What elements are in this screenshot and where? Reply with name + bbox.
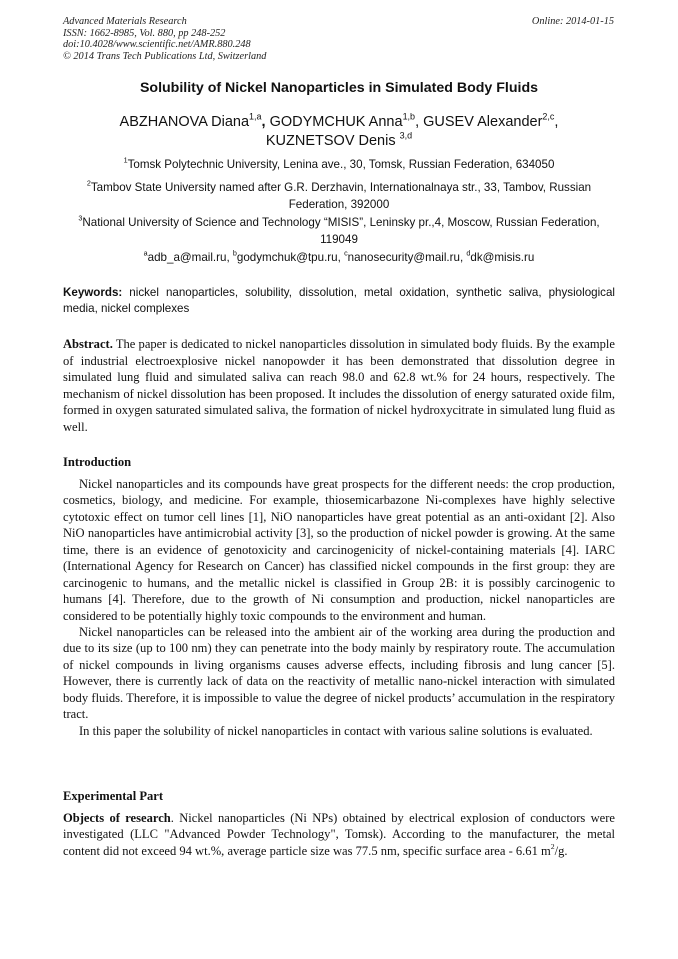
experimental-body (63, 810, 615, 859)
keywords-text: nickel nanoparticles, solubility, dissolution, metal oxidation, synthetic saliva, physiological media, nickel complexes (63, 286, 615, 315)
author: GODYMCHUK Anna$^{1,b}$, (269, 111, 424, 130)
doi-line: doi:10.4028/www.scientific.net/AMR.880.248 (63, 39, 251, 51)
email-link[interactable]: nanosecurity@mail.ru, (347, 251, 467, 264)
paragraph: Nickel nanoparticles can be released into the ambient air of the working area during the production and due to its size (up to 100 nm) they can penetrate into the body mainly by respiratory route. The accumulation of nickel compounds in living organisms causes adverse effects, including fibrosis and lung cancer [5]. However, there is currently lack of data on the reactivity of metallic nano-nickel interaction with simulated body fluids. Therefore, it is impossible to value the degree of nickel products’ accumulation in the respiratory tract. (63, 624, 615, 722)
journal-header (63, 16, 266, 62)
author: KUZNETSOV Denis $^{3,d}$ (265, 130, 413, 149)
affiliation: $^3$National University of Science and Technology “MISIS”, Leninsky pr.,4, Moscow, Russian Federation, 119049 (78, 213, 600, 246)
email-link[interactable]: dk@misis.ru (470, 251, 535, 264)
abstract (63, 336, 615, 435)
keywords-label: Keywords: (63, 286, 123, 299)
affiliation: $^1$Tomsk Polytechnic University, Lenina ave., 30, Tomsk, Russian Federation, 634050 (123, 155, 555, 171)
objects-lead: Objects of research (63, 811, 171, 825)
paragraph: Nickel nanoparticles and its compounds have great prospects for the different needs: the crop production, cosmetics, biology, and medicine. For example, thiosemicarbazone Ni-complexes have highly selective cytotoxic effect on tumor cell lines [1], NiO nanoparticles have great potential as an anti-oxidant [2]. Also NiO nanoparticles have antimicrobial activity [3], so the production of nickel powder is growing. At the same time, there is an evidence of genotoxicity and carcinogenicity of nickel-containing materials [4]. IARC (International Agency for Research on Cancer) has classified nickel compounds in the first group: they are carcinogenic to humans, and the metallic nickel is classified in Group 2B: it is possibly carcinogenic to humans [4]. Therefore, due to the growth of Ni consumption and production, nickel nanoparticles are considered to be potentially highly toxic compounds to the environment and human. (63, 477, 615, 623)
copyright-line: © 2014 Trans Tech Publications Ltd, Switzerland (63, 50, 267, 62)
paper-title: Solubility of Nickel Nanoparticles in Simulated Body Fluids (139, 80, 539, 96)
paragraph: In this paper the solubility of nickel nanoparticles in contact with various saline solutions is evaluated. (79, 723, 593, 738)
abstract-label: Abstract. (63, 337, 113, 351)
email-link[interactable]: godymchuk@tpu.ru, (236, 251, 345, 264)
introduction-body (63, 476, 615, 739)
section-heading-introduction: Introduction (63, 455, 132, 469)
keywords (63, 285, 615, 317)
online-date: Online: 2014-01-15 (531, 16, 614, 27)
issn-line: ISSN: 1662-8985, Vol. 880, pp 248-252 (63, 27, 226, 39)
affiliation: $^2$Tambov State University named after G.R. Derzhavin, Internationalnaya str., 33, Tambov, Russian Federation, 392000 (86, 178, 592, 211)
journal-name: Advanced Materials Research (63, 16, 187, 27)
author-list (60, 113, 618, 151)
email-link[interactable]: adb_a@mail.ru, (147, 251, 233, 264)
author: ABZHANOVA Diana$^{1,a}$, (119, 111, 270, 130)
abstract-text: The paper is dedicated to nickel nanoparticles dissolution in simulated body fluids. By the example of industrial electroexplosive nickel nanopowder it has been demonstrated that dissolution degree in simulated lung fluid and simulated saliva can reach 98.0 and 62.8 wt.% for 24 hours, respectively. The mechanism of nickel dissolution has been proposed. It includes the dissolution of energy saturated oxide film, formed in oxygen saturated simulated saliva, the formation of nickel hydroxycitrate in simulated lung fluid as well. (63, 337, 615, 434)
section-heading-experimental: Experimental Part (63, 789, 164, 803)
email-list: $^a$adb_a@mail.ru, $^b$godymchuk@tpu.ru, $^c$nanosecurity@mail.ru, $^d$dk@misis.ru (143, 248, 535, 264)
author: GUSEV Alexander$^{2,c}$, (423, 111, 559, 130)
paragraph: Objects of research. Nickel nanoparticles (Ni NPs) obtained by electrical explosion of conductors were investigated (LLC "Advanced Powder Technology", Tomsk). According to the manufacturer, the metal content did not exceed 94 wt.%, average particle size was 77.5 nm, specific surface area - 6.61 $m^2/g$. (63, 811, 615, 858)
